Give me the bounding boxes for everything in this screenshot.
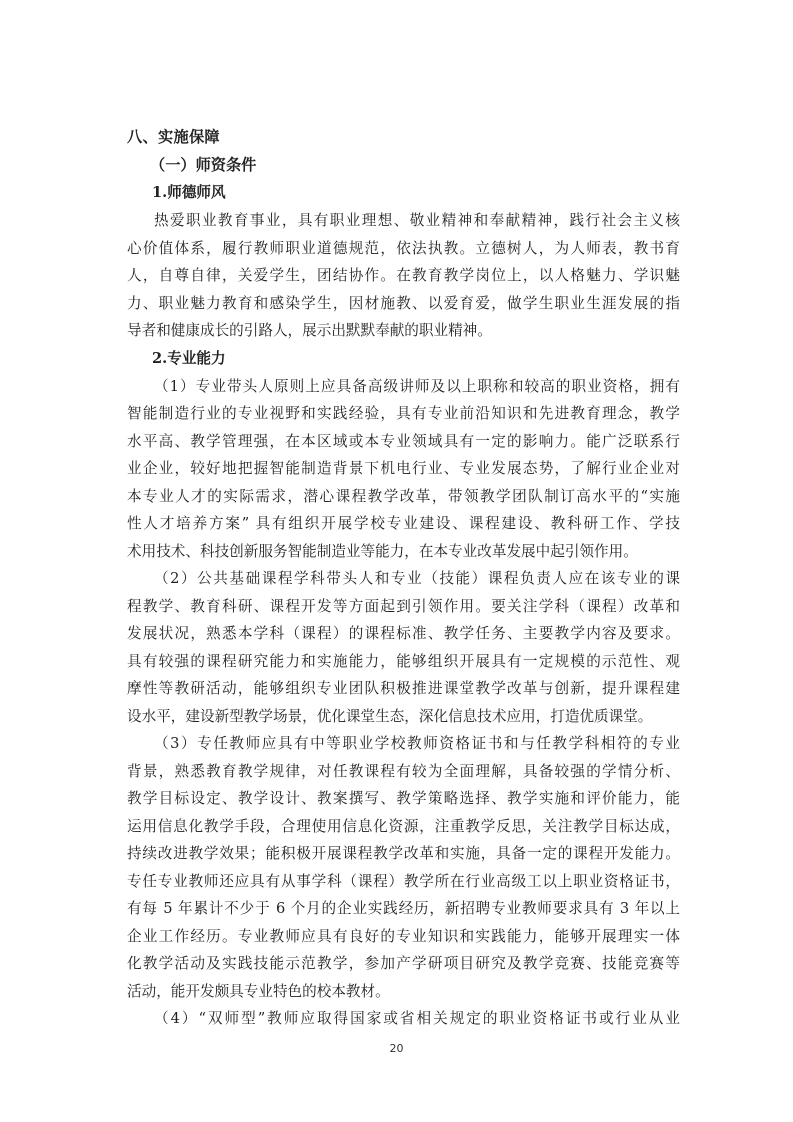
- paragraph-line: 力、职业魅力教育和感染学生，因材施教、以爱育爱，做学生职业生涯发展的指: [127, 294, 680, 312]
- paragraph-line: 化教学活动及实践技能示范教学，参加产学研项目研究及教学竞赛、技能竞赛等: [127, 955, 680, 972]
- paragraph-leader: [127, 373, 680, 566]
- paragraph-line: 本专业人才的实际需求，潜心课程教学改革，带领教学团队制订高水平的“实施: [127, 487, 680, 505]
- paragraph-ethics: [127, 207, 680, 345]
- page-number: 20: [389, 1042, 404, 1055]
- subsection-title: （一）师资条件: [150, 156, 257, 174]
- paragraph-line: 企业工作经历。专业教师应具有良好的专业知识和实践能力，能够开展理实一体: [127, 927, 680, 945]
- paragraph-line: 导者和健康成长的引路人，展示出默默奉献的职业精神。: [127, 322, 492, 339]
- paragraph-line: 人，自尊自律，关爱学生，团结协作。在教育教学岗位上，以人格魅力、学识魅: [127, 267, 680, 284]
- paragraph-line: 持续改进教学效果；能积极开展课程教学改革和实施，具备一定的课程开发能力。: [127, 845, 680, 862]
- paragraph-full-time-teacher: [127, 730, 680, 1005]
- paragraph-line: 术用技术、科技创新服务智能制造业等能力，在本专业改革发展中起引领作用。: [127, 542, 638, 560]
- paragraph-line: 热爱职业教育事业，具有职业理想、敬业精神和奉献精神，践行社会主义核: [154, 212, 680, 229]
- paragraph-line: 发展状况，熟悉本学科（课程）的课程标准、教学任务、主要教学内容及要求。: [127, 625, 680, 642]
- paragraph-course-leader: [127, 565, 680, 730]
- paragraph-line: 运用信息化教学手段，合理使用信息化资源，注重教学反思，关注教学目标达成，: [127, 817, 680, 835]
- paragraph-line: 心价值体系，履行教师职业道德规范，依法执教。立德树人，为人师表，教书育: [127, 239, 680, 257]
- paragraph-line: 具有较强的课程研究能力和实施能力，能够组织开展具有一定规模的示范性、观: [127, 652, 680, 670]
- paragraph-line: （2）公共基础课程学科带头人和专业（技能）课程负责人应在该专业的课: [154, 570, 680, 587]
- paragraph-line: 程教学、教育科研、课程开发等方面起到引领作用。要关注学科（课程）改革和: [127, 597, 680, 615]
- paragraph-line: 教学目标设定、教学设计、教案撰写、教学策略选择、教学实施和评价能力，能: [127, 790, 680, 807]
- paragraph-line: 业企业，较好地把握智能制造背景下机电行业、专业发展态势，了解行业企业对: [127, 460, 680, 477]
- paragraph-line: 活动，能开发颇具专业特色的校本教材。: [127, 982, 390, 1000]
- section-title: 八、实施保障: [127, 128, 220, 146]
- paragraph-line: 设水平，建设新型教学场景，优化课堂生态，深化信息技术应用，打造优质课堂。: [127, 707, 653, 725]
- paragraph-line: 智能制造行业的专业视野和实践经验，具有专业前沿知识和先进教育理念，教学: [127, 405, 680, 422]
- item-title-ability: 2.专业能力: [152, 349, 226, 367]
- page-content: [127, 123, 680, 1033]
- paragraph-line: （1）专业带头人原则上应具备高级讲师及以上职称和较高的职业资格，拥有: [154, 377, 680, 395]
- paragraph-line: 性人才培养方案” 具有组织开展学校专业建设、课程建设、教科研工作、学技: [127, 515, 680, 532]
- paragraph-line: （3）专任教师应具有中等职业学校教师资格证书和与任教学科相符的专业: [154, 735, 680, 752]
- paragraph-line: 专任专业教师还应具有从事学科（课程）教学所在行业高级工以上职业资格证书，: [127, 872, 680, 890]
- paragraph-dual-teacher: [127, 1005, 680, 1033]
- paragraph-line: 有每 5 年累计不少于 6 个月的企业实践经历，新招聘专业教师要求具有 3 年以上: [127, 900, 680, 917]
- item-title-ethics: 1.师德师风: [152, 184, 226, 201]
- paragraph-line: 摩性等教研活动，能够组织专业团队积极推进课堂教学改革与创新，提升课程建: [127, 680, 680, 697]
- paragraph-line: 水平高、教学管理强，在本区域或本专业领域具有一定的影响力。能广泛联系行: [127, 432, 680, 450]
- paragraph-line: （4）“双师型”教师应取得国家或省相关规定的职业资格证书或行业从业: [154, 1010, 680, 1027]
- paragraph-line: 背景，熟悉教育教学规律，对任教课程有较为全面理解，具备较强的学情分析、: [127, 762, 680, 780]
